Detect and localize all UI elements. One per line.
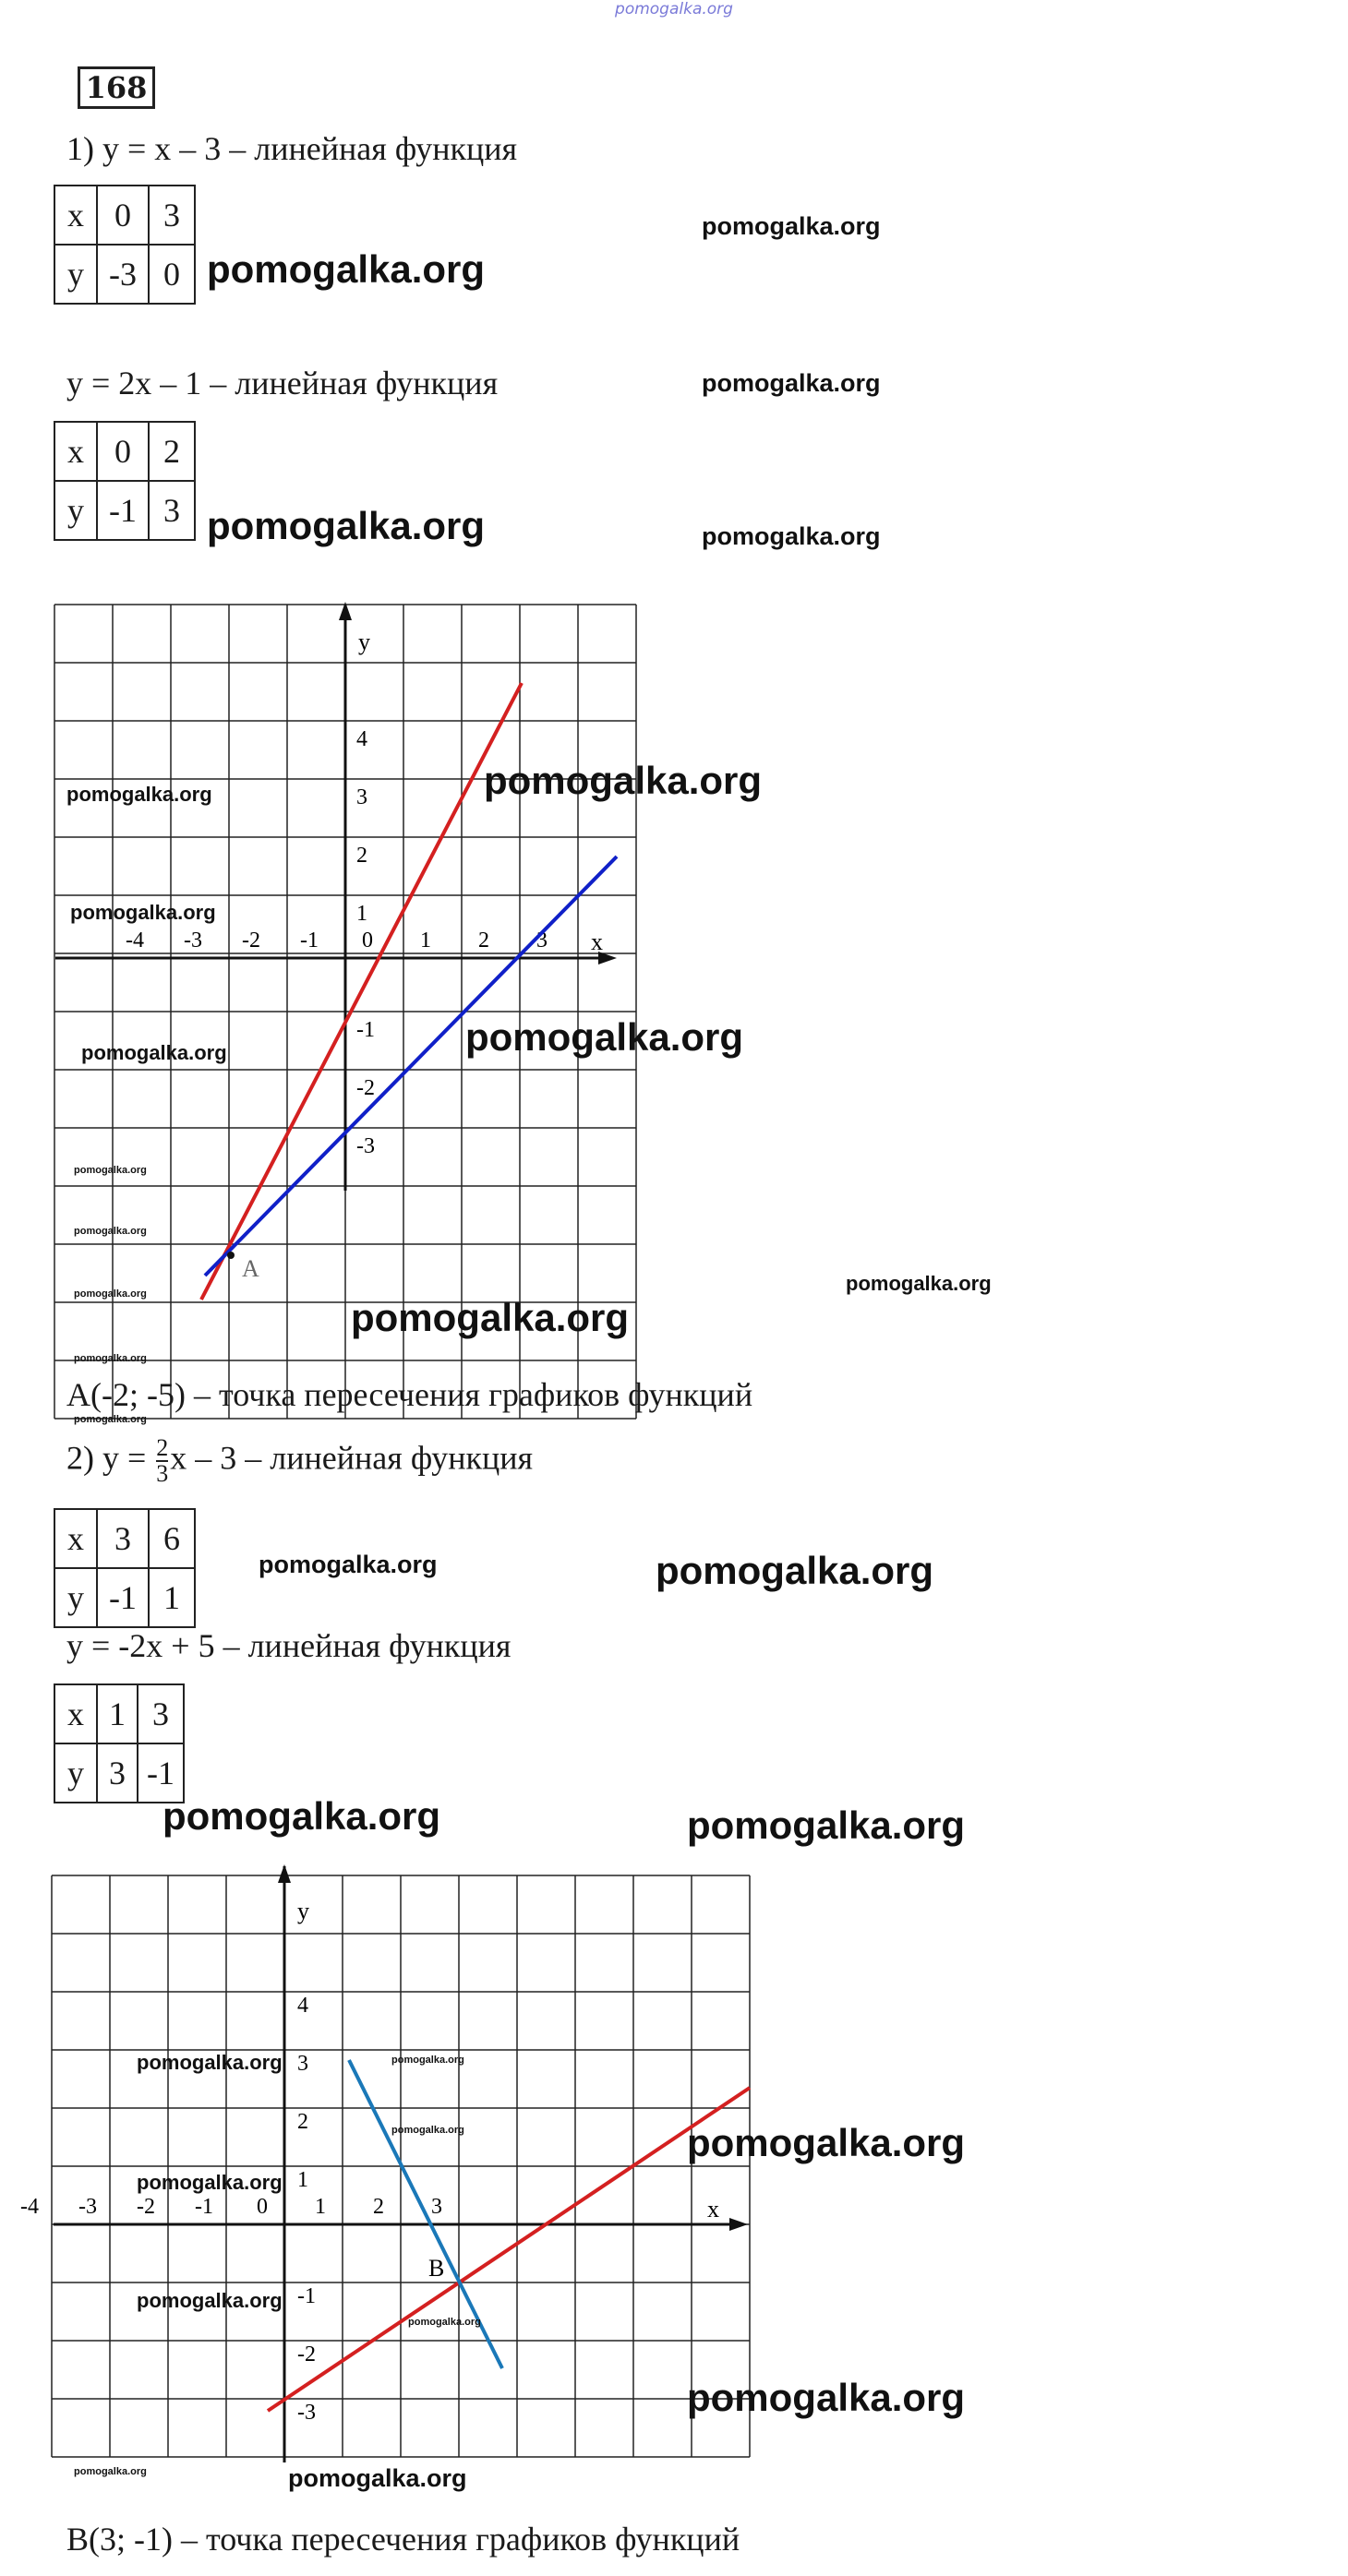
- watermark: pomogalka.org: [391, 2055, 464, 2066]
- watermark: pomogalka.org: [465, 1015, 744, 1059]
- x-tick-label: -3: [184, 929, 202, 953]
- table-cell: -1: [138, 1743, 184, 1803]
- table-cell: 0: [97, 422, 149, 481]
- y-axis-label: y: [358, 629, 370, 655]
- y-tick-label: -1: [356, 1018, 375, 1042]
- y-tick-label: 4: [356, 727, 367, 751]
- y-tick-label: -2: [356, 1076, 375, 1100]
- watermark: pomogalka.org: [687, 1803, 966, 1847]
- x-tick-label: -2: [137, 2195, 155, 2219]
- table-cell: y: [54, 245, 97, 304]
- watermark: pomogalka.org: [351, 1296, 630, 1339]
- watermark: pomogalka.org: [288, 2464, 467, 2492]
- point-label-b: B: [428, 2255, 445, 2282]
- x-tick-label: 3: [536, 929, 548, 953]
- table-cell: 0: [97, 186, 149, 245]
- y-tick-label: -1: [297, 2284, 316, 2308]
- watermark: pomogalka.org: [408, 2317, 481, 2328]
- y-tick-label: 3: [356, 785, 367, 809]
- table-cell: 1: [149, 1568, 195, 1627]
- table-cell: y: [54, 481, 97, 540]
- y-tick-label: 1: [356, 902, 367, 926]
- x-tick-label: 2: [478, 929, 489, 953]
- watermark: pomogalka.org: [656, 1549, 934, 1592]
- watermark: pomogalka.org: [74, 1353, 147, 1364]
- watermark: pomogalka.org: [74, 1288, 147, 1300]
- y-axis-arrow: [278, 1864, 291, 1883]
- x-tick-label: 3: [431, 2195, 442, 2219]
- x-tick-label: -3: [78, 2195, 97, 2219]
- watermark: pomogalka.org: [162, 1794, 441, 1838]
- watermark: pomogalka.org: [702, 522, 881, 550]
- x-tick-label: 1: [420, 929, 431, 953]
- table-cell: 6: [149, 1509, 195, 1568]
- watermark: pomogalka.org: [207, 504, 486, 547]
- watermark: pomogalka.org: [137, 2171, 283, 2194]
- task-number: 168: [78, 66, 155, 109]
- watermark: pomogalka.org: [137, 2051, 283, 2074]
- table-cell: y: [54, 1568, 97, 1627]
- watermark: pomogalka.org: [74, 1165, 147, 1176]
- y-tick-label: 2: [356, 844, 367, 868]
- watermark: pomogalka.org: [74, 1414, 147, 1425]
- table-cell: y: [54, 1743, 97, 1803]
- watermark: pomogalka.org: [66, 783, 212, 806]
- y-tick-label: -3: [356, 1134, 375, 1158]
- table-cell: 3: [138, 1684, 184, 1743]
- point-label-a: A: [242, 1255, 259, 1282]
- site-header-link[interactable]: pomogalka.org: [615, 0, 733, 18]
- table-cell: x: [54, 1684, 97, 1743]
- y-tick-label: 2: [297, 2110, 308, 2134]
- y-tick-label: 1: [297, 2168, 308, 2192]
- watermark: pomogalka.org: [702, 369, 881, 397]
- watermark: pomogalka.org: [484, 759, 763, 802]
- watermark: pomogalka.org: [137, 2289, 283, 2312]
- x-tick-label: -2: [242, 929, 260, 953]
- x-tick-label: 2: [373, 2195, 384, 2219]
- table-cell: 0: [149, 245, 195, 304]
- y-tick-label: 4: [297, 1994, 308, 2018]
- fraction-numerator: 2: [156, 1434, 169, 1461]
- watermark: pomogalka.org: [259, 1551, 438, 1578]
- x-tick-label: 0: [362, 929, 373, 953]
- table-cell: 3: [97, 1509, 149, 1568]
- part1-result: A(-2; -5) – точка пересечения графиков функций: [66, 1376, 753, 1413]
- fraction-denominator: 3: [156, 1460, 169, 1487]
- x-tick-label: -4: [20, 2195, 39, 2219]
- watermark: pomogalka.org: [207, 247, 486, 291]
- watermark: pomogalka.org: [846, 1272, 992, 1295]
- table-cell: -1: [97, 1568, 149, 1627]
- part2-result: B(3; -1) – точка пересечения графиков функций: [66, 2521, 740, 2558]
- watermark: pomogalka.org: [391, 2125, 464, 2136]
- table-cell: 1: [97, 1684, 138, 1743]
- x-tick-label: -1: [195, 2195, 213, 2219]
- watermark: pomogalka.org: [74, 1226, 147, 1237]
- x-tick-label: 1: [315, 2195, 326, 2219]
- x-tick-label: -1: [300, 929, 319, 953]
- part1-equation-1: 1) y = x – 3 – линейная функция: [66, 130, 518, 167]
- table-cell: 3: [149, 481, 195, 540]
- line-y-2-3x-3: [268, 2088, 750, 2411]
- table-cell: x: [54, 1509, 97, 1568]
- y-tick-label: -3: [297, 2401, 316, 2425]
- y-tick-label: -2: [297, 2342, 316, 2366]
- equation-prefix: 2) y =: [66, 1439, 147, 1477]
- table-cell: 3: [149, 186, 195, 245]
- x-axis-arrow: [729, 2218, 748, 2231]
- y-tick-label: 3: [297, 2052, 308, 2076]
- watermark: pomogalka.org: [702, 212, 881, 240]
- table-cell: x: [54, 186, 97, 245]
- watermark: pomogalka.org: [70, 901, 216, 924]
- x-axis-label: x: [591, 929, 603, 955]
- table-cell: -1: [97, 481, 149, 540]
- part1-equation-2: y = 2x – 1 – линейная функция: [66, 365, 499, 401]
- y-axis-label: y: [297, 1898, 309, 1924]
- x-tick-label: -4: [126, 929, 144, 953]
- table-cell: x: [54, 422, 97, 481]
- table-cell: 3: [97, 1743, 138, 1803]
- table-cell: -3: [97, 245, 149, 304]
- part2-equation-2: y = -2x + 5 – линейная функция: [66, 1627, 512, 1664]
- table-cell: 2: [149, 422, 195, 481]
- watermark: pomogalka.org: [74, 2466, 147, 2477]
- watermark: pomogalka.org: [687, 2121, 966, 2164]
- equation-suffix: x – 3 – линейная функция: [170, 1439, 534, 1477]
- x-tick-label: 0: [257, 2195, 268, 2219]
- x-axis-label: x: [707, 2196, 719, 2223]
- watermark: pomogalka.org: [81, 1041, 227, 1064]
- watermark: pomogalka.org: [687, 2376, 966, 2419]
